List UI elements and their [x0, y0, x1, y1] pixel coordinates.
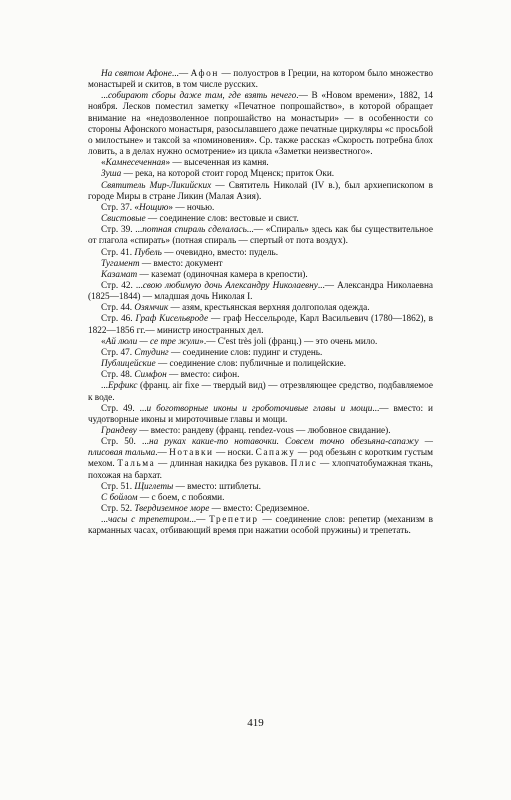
commentary-paragraph	[88, 370, 433, 381]
spaced-term: Афон	[190, 69, 219, 79]
commentary-paragraph	[88, 225, 433, 247]
text-run: — длинная накидка без рукавов.	[155, 459, 291, 470]
text-run: Стр. 39. ...	[101, 225, 143, 236]
italic-term: Нощию	[138, 202, 169, 213]
text-run: Стр. 50. ...	[101, 437, 149, 448]
italic-term: С бойлом	[101, 492, 138, 503]
text-run: — полуостров в Греции, на котором было множество монастырей и скитов, в том числе русских.	[88, 69, 433, 91]
text-run: Стр. 51.	[101, 481, 135, 492]
commentary-paragraph	[88, 337, 433, 348]
spaced-term: Плис	[290, 459, 318, 470]
text-run: ...— вместо: и чудотворные иконы и мироточивые главы и мощи.	[88, 403, 434, 425]
text-run: — очевидно, вместо: пудель.	[161, 247, 279, 258]
italic-term: Пубель	[134, 247, 162, 258]
text-run: Стр. 46.	[101, 314, 136, 325]
italic-term: собирают сборы даже там, где взять нечего	[107, 91, 297, 102]
text-run: — вместо: Средиземное.	[209, 504, 310, 515]
italic-term: Камнесеченная	[105, 158, 166, 169]
text-run: .—	[155, 448, 170, 459]
italic-term: Зуша	[101, 169, 122, 180]
commentary-paragraph	[88, 493, 433, 504]
italic-term: На святом Афоне	[101, 69, 172, 79]
spaced-term: Сапажу	[255, 448, 296, 459]
commentary-paragraph	[88, 348, 433, 359]
italic-term: свою любимую дочь Александру Николаевну	[142, 280, 318, 291]
text-run: Стр. 42. ...	[101, 280, 143, 291]
text-run: ...—	[171, 69, 191, 79]
text-run: — род обезьян с коротким густым мехом.	[88, 448, 433, 470]
text-run: — вместо: рандеву (франц. rendez-vous — любовное свидание).	[136, 426, 391, 436]
text-run: Стр. 44.	[101, 303, 135, 314]
commentary-paragraph	[88, 404, 433, 426]
text-run: ...— Александра Николаевна (1825—1844) — младшая дочь Николая I.	[88, 280, 433, 303]
text-run: Стр. 52.	[101, 504, 135, 515]
commentary-text	[88, 69, 433, 538]
italic-term: Свистовые	[101, 214, 146, 225]
italic-term: Твердиземное море	[134, 504, 210, 515]
spaced-term: Тальма	[117, 459, 156, 470]
commentary-paragraph	[88, 515, 433, 537]
commentary-paragraph	[88, 359, 433, 370]
commentary-paragraph	[88, 214, 433, 225]
text-run: Стр. 48.	[101, 370, 135, 381]
text-run: Стр. 37. «	[101, 202, 139, 213]
commentary-paragraph	[88, 169, 433, 180]
text-run: — река, на которой стоит город Мценск; приток Оки.	[121, 169, 335, 180]
italic-term: Ай люли — се тре жули	[105, 336, 200, 347]
commentary-paragraph	[88, 426, 433, 437]
text-run: — вместо: сифон.	[166, 370, 240, 381]
text-run: ...— «Спираль» здесь как бы существительное от глагола «спирать» (потная спираль — спертый от пота воздух).	[88, 225, 433, 247]
text-run: — Святитель Николай (IV в.), был архиепископом в городе Миры в стране Ликин (Малая Азия).	[88, 180, 433, 202]
text-run: — соединение слов: пудинг и студень.	[168, 347, 323, 358]
text-run: Стр. 49. ...	[101, 403, 147, 414]
text-run: .— В «Новом времени», 1882, 14 ноября. Лесков поместил заметку «Печатное попрошайство», в которой обращает внимание на «недозволенное попрошайство на монастыри» — в особенности со стороны Афонского монастыря, разосылавшего даже печатные циркуляры «с просьбой о милостыне» и таксой за «поминовения». Ср. также рассказ «Скорость потребна блох ловить, а в делах нужно осмотрение» из цикла «Заметки неизвестного».	[88, 91, 433, 158]
commentary-paragraph	[88, 482, 433, 493]
text-run: Стр. 47.	[101, 347, 135, 358]
italic-term: Озямчик	[134, 303, 169, 314]
commentary-paragraph	[88, 303, 433, 314]
text-run: (франц. air fixe — твердый вид) — отрезвляющее средство, подбавляемое к воде.	[88, 381, 433, 403]
text-run: ...	[101, 91, 108, 102]
text-run: ...—	[189, 515, 210, 526]
italic-term: Ерфикс	[107, 381, 138, 392]
text-run: ...	[101, 381, 108, 392]
italic-term: Публицейские	[101, 359, 156, 370]
commentary-paragraph	[88, 314, 433, 336]
commentary-paragraph	[88, 203, 433, 214]
text-run: ».— C'est très joli (франц.) — это очень мило.	[199, 336, 378, 347]
page-number: 419	[247, 717, 264, 729]
commentary-paragraph	[88, 69, 433, 91]
text-run: — соединение слов: публичные и полицейские.	[155, 359, 346, 370]
text-run: — соединение слов: вестовые и свист.	[145, 214, 299, 225]
text-run: — с боем, с побоями.	[137, 492, 225, 503]
text-run: — азям, крестьянская верхняя долгополая одежда.	[168, 303, 370, 314]
text-run: — каземат (одиночная камера в крепости).	[137, 269, 308, 280]
italic-term: Святитель Мир-Ликийских	[101, 180, 212, 191]
commentary-paragraph	[88, 281, 433, 303]
spaced-term: Трепетир	[209, 515, 259, 526]
text-run: — соединение слов: репетир (механизм в карманных часах, отбивающий время при нажатии особой пружины) и трепетать.	[88, 515, 434, 537]
commentary-paragraph	[88, 270, 433, 281]
italic-term: на руках какие-то нотавочки. Совсем точно обезьяна-сапажу — плисовая тальма	[88, 437, 433, 459]
commentary-paragraph	[88, 437, 433, 482]
italic-term: Тугамент	[101, 258, 140, 269]
commentary-paragraph	[88, 504, 433, 515]
italic-term: Граф Кисельвроде	[135, 314, 209, 325]
italic-term: Казамат	[101, 269, 138, 280]
commentary-paragraph	[88, 248, 433, 259]
text-run: Стр. 41.	[101, 247, 135, 258]
spaced-term: Нотавки	[169, 448, 214, 459]
italic-term: и боготворные иконы и гроботочивые главы и мощи	[146, 403, 373, 414]
text-run: — носки.	[213, 448, 256, 459]
commentary-paragraph	[88, 381, 433, 403]
text-run: — вместо: штиблеты.	[173, 481, 261, 492]
commentary-paragraph	[88, 181, 433, 203]
text-run: «	[101, 158, 106, 169]
text-run: «	[101, 336, 106, 347]
text-run: » — высеченная из камня.	[165, 158, 269, 169]
italic-term: потная спираль сделалась	[142, 225, 247, 236]
italic-term: Симфон	[134, 370, 167, 381]
italic-term: Студинг	[134, 347, 169, 358]
italic-term: Грандеву	[101, 426, 137, 436]
commentary-paragraph	[88, 259, 433, 270]
text-run: — граф Нессельроде, Карл Васильевич (1780—1862), в 1822—1856 гг.— министр иностранных дел.	[88, 314, 434, 336]
text-run: ...	[101, 515, 108, 526]
commentary-paragraph	[88, 91, 433, 158]
text-run: — вместо: документ	[139, 258, 223, 269]
text-run: — хлопчатобумажная ткань, похожая на бархат.	[88, 459, 433, 481]
commentary-paragraph	[88, 158, 433, 169]
italic-term: часы с трепетиром	[107, 515, 190, 526]
text-run: » — ночью.	[168, 202, 215, 213]
italic-term: Щиглеты	[134, 481, 174, 492]
